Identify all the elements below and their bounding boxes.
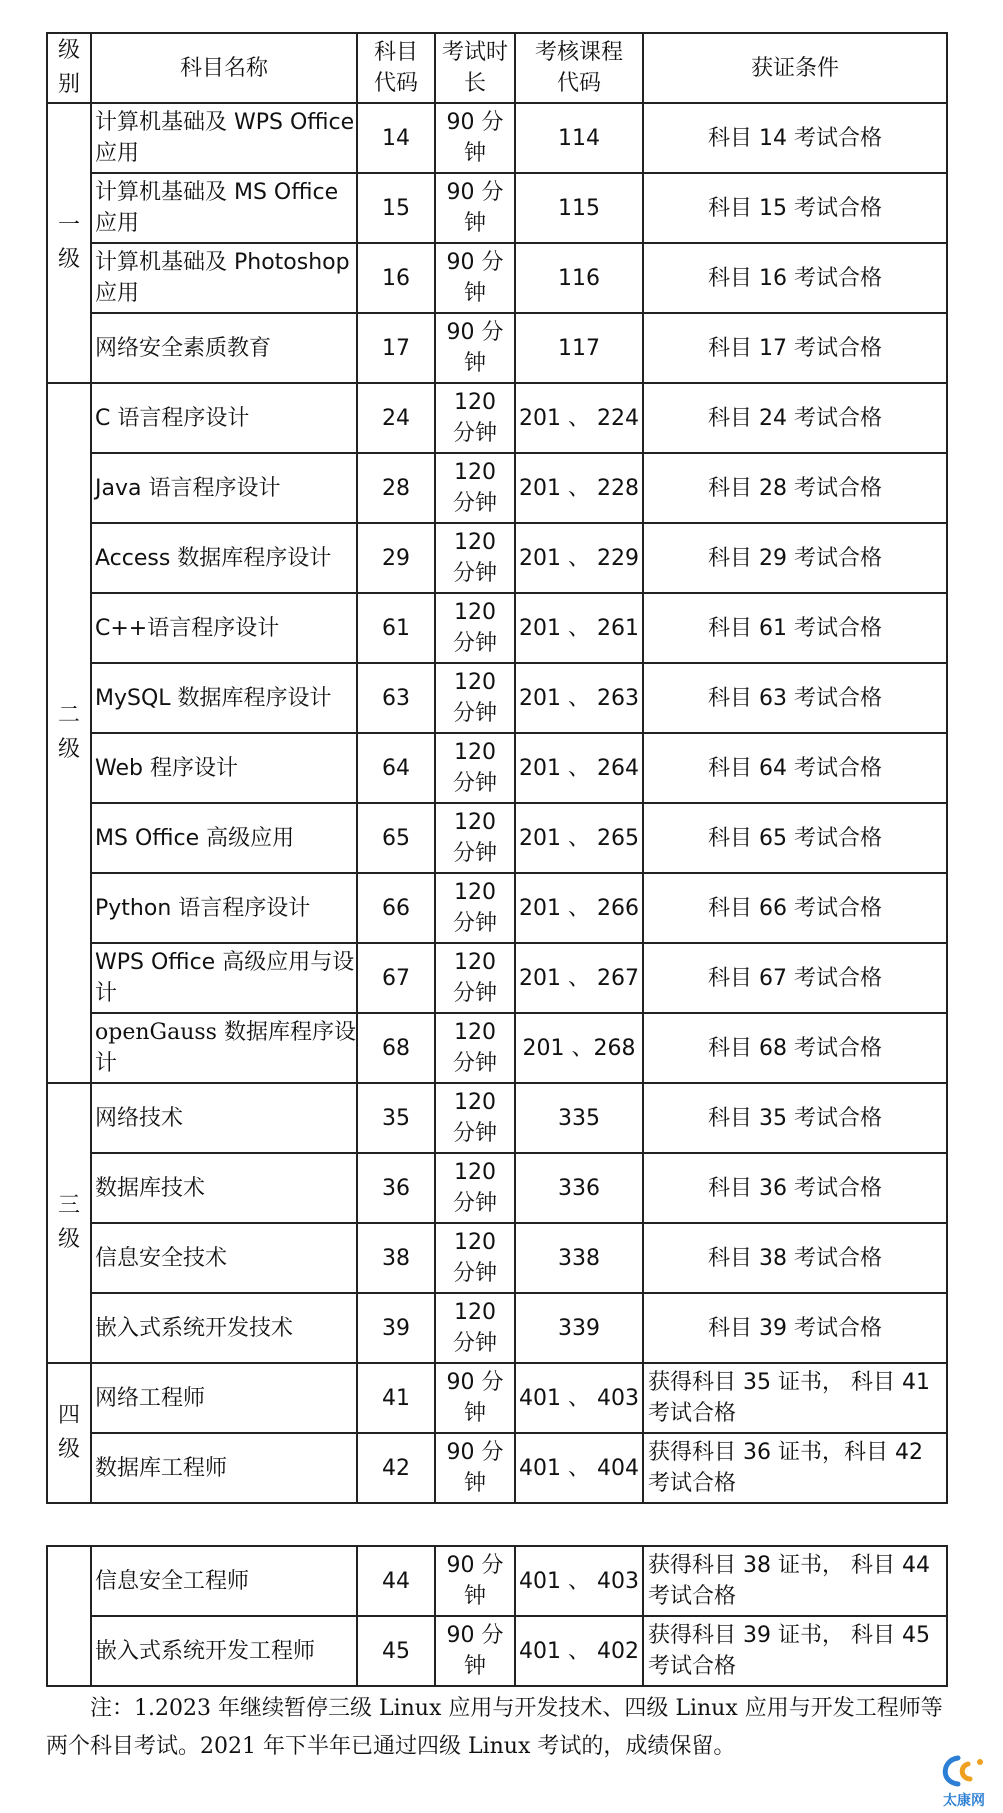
condition-cell: 科目 39 考试合格 [643,1293,947,1363]
level-four-cell [47,1363,91,1503]
table-row [47,593,947,663]
course-code-cell: 117 [515,313,643,383]
duration-cell: 120 分钟 [435,873,515,943]
duration-cell: 90 分钟 [435,103,515,173]
duration-cell: 90 分钟 [435,1363,515,1433]
condition-cell: 科目 65 考试合格 [643,803,947,873]
condition-cell: 科目 17 考试合格 [643,313,947,383]
course-code-cell: 401 、 403 [515,1546,643,1616]
subject-code-cell: 42 [357,1433,435,1503]
table-row [47,523,947,593]
course-code-cell: 335 [515,1083,643,1153]
subject-name-cell: 网络安全素质教育 [91,313,357,383]
duration-cell: 120 分钟 [435,1223,515,1293]
table-row [47,1433,947,1503]
level-three-cell [47,1083,91,1363]
course-code-cell: 201 、268 [515,1013,643,1083]
subject-name-cell: 计算机基础及 MS Office 应用 [91,173,357,243]
table-row [47,663,947,733]
subject-code-cell: 17 [357,313,435,383]
duration-cell: 120 分钟 [435,1013,515,1083]
header-level: 级别 [47,33,91,103]
subject-name-cell: Python 语言程序设计 [91,873,357,943]
duration-cell: 90 分钟 [435,1433,515,1503]
level-label: 四级 [57,1403,80,1462]
condition-cell: 科目 68 考试合格 [643,1013,947,1083]
exam-subjects-table-continued [46,1545,948,1687]
condition-cell: 获得科目 38 证书， 科目 44 考试合格 [643,1546,947,1616]
subject-name-cell: C++语言程序设计 [91,593,357,663]
subject-code-cell: 63 [357,663,435,733]
condition-cell: 科目 15 考试合格 [643,173,947,243]
site-logo: 太康网 [928,1752,1000,1810]
condition-cell: 科目 14 考试合格 [643,103,947,173]
course-code-cell: 201 、 228 [515,453,643,523]
table-row [47,1546,947,1616]
condition-cell: 科目 64 考试合格 [643,733,947,803]
duration-cell: 90 分钟 [435,313,515,383]
duration-cell: 120 分钟 [435,1083,515,1153]
subject-name-cell: 信息安全工程师 [91,1546,357,1616]
subject-code-cell: 28 [357,453,435,523]
subject-name-cell: 网络工程师 [91,1363,357,1433]
subject-name-cell: C 语言程序设计 [91,383,357,453]
duration-cell: 120 分钟 [435,453,515,523]
condition-cell: 科目 16 考试合格 [643,243,947,313]
course-code-cell: 201 、 266 [515,873,643,943]
subject-code-cell: 64 [357,733,435,803]
subject-code-cell: 44 [357,1546,435,1616]
subject-name-cell: MS Office 高级应用 [91,803,357,873]
subject-name-cell: 嵌入式系统开发工程师 [91,1616,357,1686]
subject-code-cell: 41 [357,1363,435,1433]
table-row [47,243,947,313]
subject-code-cell: 68 [357,1013,435,1083]
duration-cell: 90 分钟 [435,1546,515,1616]
subject-code-cell: 61 [357,593,435,663]
table-row [47,1013,947,1083]
subject-name-cell: 数据库工程师 [91,1433,357,1503]
logo-icon [928,1752,1000,1792]
header-subject-code: 科目代码 [357,33,435,103]
subject-code-cell: 24 [357,383,435,453]
footnote: 注：1.2023 年继续暂停三级 Linux 应用与开发技术、四级 Linux 应用与开发工程师等两个科目考试。2021 年下半年已通过四级 Linux 考试的，成绩保留。 [46,1696,943,1759]
subject-code-cell: 16 [357,243,435,313]
subject-code-cell: 35 [357,1083,435,1153]
duration-cell: 120 分钟 [435,733,515,803]
course-code-cell: 201 、 265 [515,803,643,873]
subject-name-cell: Web 程序设计 [91,733,357,803]
course-code-cell: 336 [515,1153,643,1223]
condition-cell: 科目 36 考试合格 [643,1153,947,1223]
condition-cell: 科目 28 考试合格 [643,453,947,523]
course-code-cell: 114 [515,103,643,173]
subject-code-cell: 14 [357,103,435,173]
duration-cell: 120 分钟 [435,593,515,663]
table-row [47,173,947,243]
header-subject-name: 科目名称 [91,33,357,103]
course-code-cell: 338 [515,1223,643,1293]
course-code-cell: 401 、 404 [515,1433,643,1503]
level-label: 二级 [57,703,80,762]
table-header-row [47,33,947,103]
duration-cell: 90 分钟 [435,243,515,313]
condition-cell: 科目 24 考试合格 [643,383,947,453]
subject-code-cell: 29 [357,523,435,593]
duration-cell: 120 分钟 [435,943,515,1013]
subject-name-cell: 嵌入式系统开发技术 [91,1293,357,1363]
header-condition: 获证条件 [643,33,947,103]
subject-code-cell: 67 [357,943,435,1013]
subject-code-cell: 38 [357,1223,435,1293]
subject-name-cell: openGauss 数据库程序设计 [91,1013,357,1083]
subject-name-cell: MySQL 数据库程序设计 [91,663,357,733]
table-row [47,313,947,383]
table-row [47,453,947,523]
condition-cell: 科目 35 考试合格 [643,1083,947,1153]
duration-cell: 120 分钟 [435,523,515,593]
course-code-cell: 116 [515,243,643,313]
condition-cell: 科目 66 考试合格 [643,873,947,943]
course-code-cell: 115 [515,173,643,243]
course-code-cell: 201 、 261 [515,593,643,663]
condition-cell: 科目 67 考试合格 [643,943,947,1013]
table-row [47,1293,947,1363]
duration-cell: 90 分钟 [435,1616,515,1686]
condition-cell: 获得科目 35 证书， 科目 41 考试合格 [643,1363,947,1433]
subject-code-cell: 66 [357,873,435,943]
subject-code-cell: 36 [357,1153,435,1223]
duration-cell: 120 分钟 [435,663,515,733]
table-row [47,103,947,173]
table-row [47,1363,947,1433]
table-row [47,943,947,1013]
exam-subjects-table [46,32,948,1504]
course-code-cell: 201 、 229 [515,523,643,593]
level-label: 三级 [57,1193,80,1252]
subject-name-cell: 计算机基础及 Photoshop 应用 [91,243,357,313]
subject-name-cell: Java 语言程序设计 [91,453,357,523]
course-code-cell: 401 、 403 [515,1363,643,1433]
condition-cell: 科目 61 考试合格 [643,593,947,663]
course-code-cell: 401 、 402 [515,1616,643,1686]
header-duration: 考试时长 [435,33,515,103]
table-row [47,383,947,453]
table-row [47,1616,947,1686]
level-two-cell [47,383,91,1083]
duration-cell: 120 分钟 [435,383,515,453]
condition-cell: 科目 38 考试合格 [643,1223,947,1293]
subject-name-cell: 数据库技术 [91,1153,357,1223]
subject-code-cell: 15 [357,173,435,243]
table-row [47,1223,947,1293]
subject-name-cell: WPS Office 高级应用与设计 [91,943,357,1013]
table-row [47,1153,947,1223]
course-code-cell: 339 [515,1293,643,1363]
level-label: 一级 [57,213,80,272]
duration-cell: 120 分钟 [435,1153,515,1223]
subject-name-cell: 计算机基础及 WPS Office 应用 [91,103,357,173]
duration-cell: 90 分钟 [435,173,515,243]
header-course-code: 考核课程代码 [515,33,643,103]
duration-cell: 120 分钟 [435,803,515,873]
level-one-cell [47,103,91,383]
level-four-cell-continued [47,1546,91,1686]
condition-cell: 获得科目 36 证书，科目 42 考试合格 [643,1433,947,1503]
condition-cell: 获得科目 39 证书， 科目 45 考试合格 [643,1616,947,1686]
table-row [47,803,947,873]
subject-code-cell: 45 [357,1616,435,1686]
course-code-cell: 201 、 224 [515,383,643,453]
table-row [47,1083,947,1153]
subject-name-cell: 网络技术 [91,1083,357,1153]
condition-cell: 科目 29 考试合格 [643,523,947,593]
duration-cell: 120 分钟 [435,1293,515,1363]
table-row [47,873,947,943]
course-code-cell: 201 、 267 [515,943,643,1013]
subject-code-cell: 65 [357,803,435,873]
subject-name-cell: Access 数据库程序设计 [91,523,357,593]
course-code-cell: 201 、 264 [515,733,643,803]
course-code-cell: 201 、 263 [515,663,643,733]
subject-name-cell: 信息安全技术 [91,1223,357,1293]
subject-code-cell: 39 [357,1293,435,1363]
condition-cell: 科目 63 考试合格 [643,663,947,733]
table-row [47,733,947,803]
